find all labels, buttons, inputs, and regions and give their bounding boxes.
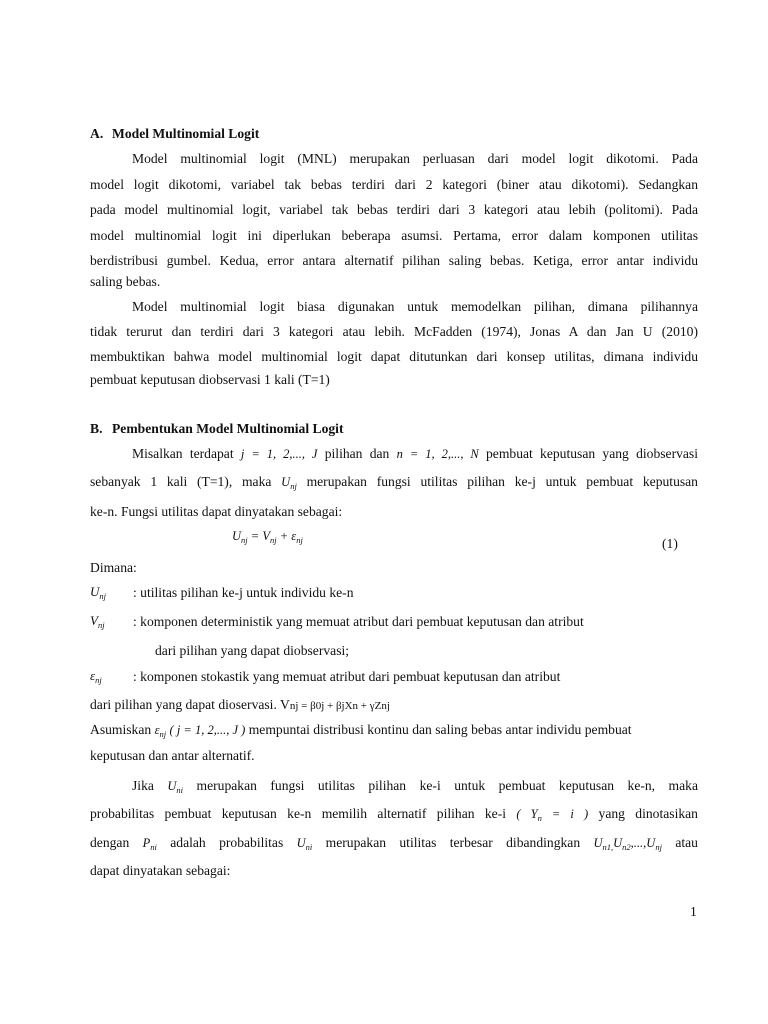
math-expression	[167, 778, 183, 793]
definition-term	[90, 668, 102, 685]
math-subscript: ni	[305, 842, 313, 852]
math-symbol: U	[613, 836, 623, 850]
text-span: Asumiskan	[90, 722, 152, 737]
math-symbol: ε	[90, 668, 96, 683]
math-symbol: U	[296, 836, 306, 850]
definition-description: : utilitas pilihan ke-j untuk individu ke-n	[133, 585, 354, 600]
paragraph-line: saling bebas.	[90, 274, 161, 289]
equation-number: (1)	[662, 536, 678, 551]
paragraph-line: tidak terurut dan terdiri dari 3 kategori atau lebih. McFadden (1974), Jonas A dan Jan U (2010)	[90, 324, 698, 339]
paragraph-line	[90, 472, 698, 496]
math-subscript: nj	[655, 842, 662, 852]
definition-term	[90, 584, 106, 601]
text-span: Misalkan terdapat	[132, 446, 234, 461]
math-expression: ( j = 1, 2,..., J )	[169, 723, 246, 737]
text-span: sebanyak 1 kali (T=1), maka	[90, 474, 272, 489]
section-a-number: A.	[90, 126, 104, 141]
math-subscript: nj	[95, 675, 102, 685]
math-subscript: ni	[150, 842, 157, 852]
paragraph-line: model multinomial logit ini diperlukan beberapa asumsi. Pertama, error dalam komponen utilitas	[90, 228, 698, 243]
paragraph-line	[90, 833, 698, 857]
definition-description: : komponen deterministik yang memuat atribut dari pembuat keputusan dan atribut	[133, 614, 584, 629]
text-span: merupakan fungsi utilitas pilihan ke-j untuk pembuat keputusan	[306, 474, 698, 489]
equation-1	[232, 526, 432, 550]
definition-description: : komponen stokastik yang memuat atribut dari pembuat keputusan dan atribut	[133, 669, 561, 684]
math-symbol: U	[90, 584, 100, 599]
paragraph-line	[90, 776, 698, 800]
math-subscript: n2	[622, 842, 631, 852]
math-expression	[516, 806, 588, 821]
math-symbol: U	[232, 529, 242, 543]
formula-vnj: nj = β0j + βjXn + γZnj	[289, 700, 390, 712]
paragraph-line: ke-n. Fungsi utilitas dapat dinyatakan sebagai:	[90, 504, 343, 519]
paragraph-line: berdistribusi gumbel. Kedua, error antara alternatif pilihan saling bebas. Ketiga, error antar individu	[90, 253, 698, 268]
text-span: mempuntai distribusi kontinu dan saling bebas antar individu pembuat	[248, 722, 632, 737]
section-b-title: Pembentukan Model Multinomial Logit	[112, 421, 344, 436]
text-span: probabilitas pembuat keputusan ke-n memilih alternatif pilihan ke-i	[90, 806, 507, 821]
math-subscript: nj	[97, 620, 105, 630]
paragraph-line: pembuat keputusan diobservasi 1 kali (T=1)	[90, 372, 330, 387]
paragraph-line: dapat dinyatakan sebagai:	[90, 863, 231, 878]
math-subscript: nj	[241, 535, 248, 545]
section-a-heading	[90, 124, 698, 144]
text-span: dari pilihan yang dapat dioservasi. V	[90, 697, 290, 712]
math-symbol: = i )	[541, 807, 589, 821]
math-expression: n = 1, 2,..., N	[396, 447, 479, 461]
text-span: merupakan fungsi utilitas pilihan ke-i untuk pembuat keputusan ke-n, maka	[196, 778, 698, 793]
math-subscript: nj	[290, 481, 297, 491]
text-span: pembuat keputusan yang diobservasi	[486, 446, 698, 461]
math-symbol: U	[281, 475, 291, 489]
math-expression: j = 1, 2,..., J	[240, 447, 318, 461]
paragraph-line: membuktikan bahwa model multinomial logit dapat ditutunkan dari konsep utilitas, dimana individu	[90, 349, 698, 364]
math-symbol: ,...,U	[630, 836, 656, 850]
section-a-title: Model Multinomial Logit	[112, 126, 260, 141]
text-span: adalah probabilitas	[170, 835, 284, 850]
math-subscript: n	[537, 813, 542, 823]
math-subscript: ni	[176, 785, 184, 795]
paragraph-line	[90, 804, 698, 828]
math-expression	[143, 835, 157, 850]
paragraph-line	[90, 720, 698, 744]
paragraph-line: Model multinomial logit (MNL) merupakan perluasan dari model logit dikotomi. Pada	[132, 151, 698, 166]
math-subscript: nj	[269, 535, 277, 545]
dimana-label: Dimana:	[90, 560, 137, 575]
math-operator: =	[247, 529, 263, 543]
paragraph-line: pada model multinomial logit, variabel tak bebas terdiri dari 3 kategori atau lebih (politomi). Pada	[90, 202, 698, 217]
math-expression	[593, 835, 661, 850]
text-span: yang dinotasikan	[598, 806, 698, 821]
definition-description: dari pilihan yang dapat diobservasi;	[155, 643, 350, 658]
paragraph-line	[90, 695, 698, 716]
math-expression	[297, 835, 313, 850]
math-subscript: nj	[159, 729, 167, 739]
math-symbol: U	[593, 836, 603, 850]
math-subscript: nj	[296, 535, 303, 545]
definition-term	[90, 613, 105, 630]
page-number: 1	[690, 904, 697, 919]
math-symbol: U	[167, 779, 177, 793]
paragraph-line	[90, 444, 698, 464]
paragraph-line: model logit dikotomi, variabel tak bebas terdiri dari 2 kategori (biner atau dikotomi). Sedangkan	[90, 177, 698, 192]
math-subscript: nj	[99, 591, 107, 601]
section-b-number: B.	[90, 421, 103, 436]
math-expression	[281, 474, 297, 489]
math-symbol: P	[142, 836, 151, 850]
math-symbol: V	[262, 529, 270, 543]
text-span: Jika	[132, 778, 154, 793]
math-symbol: ε	[291, 529, 297, 543]
math-symbol: ( Y	[516, 807, 538, 821]
math-subscript: n1,	[602, 842, 614, 852]
math-symbol: ε	[154, 723, 160, 737]
math-symbol: V	[90, 613, 98, 628]
math-operator: +	[276, 529, 292, 543]
math-expression	[155, 722, 167, 737]
text-span: merupakan utilitas terbesar dibandingkan	[325, 835, 581, 850]
text-span: pilihan dan	[324, 446, 390, 461]
section-b-heading	[90, 419, 698, 439]
paragraph-line: keputusan dan antar alternatif.	[90, 748, 255, 763]
text-span: atau	[675, 835, 698, 850]
text-span: dengan	[90, 835, 130, 850]
paragraph-line: Model multinomial logit biasa digunakan untuk memodelkan pilihan, dimana pilihannya	[132, 299, 698, 314]
